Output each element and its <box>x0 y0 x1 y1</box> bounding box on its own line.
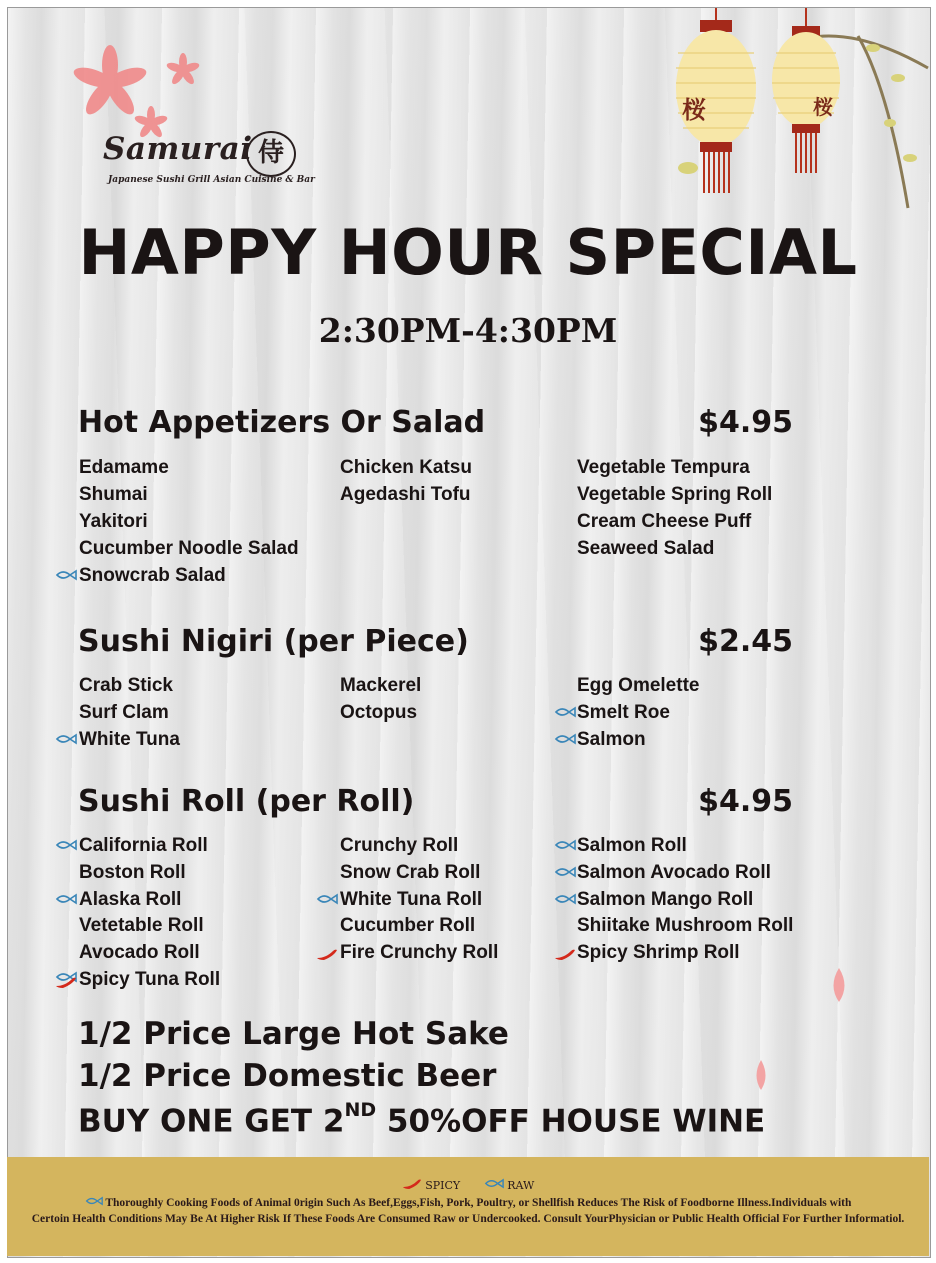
page-title: HAPPY HOUR SPECIAL <box>78 216 858 289</box>
menu-item: Cream Cheese Puff <box>577 511 752 532</box>
menu-item: Shumai <box>79 484 148 505</box>
raw-fish-icon <box>55 839 77 851</box>
raw-fish-icon <box>316 893 338 905</box>
raw-fish-icon <box>554 866 576 878</box>
menu-item: Crab Stick <box>79 675 173 696</box>
menu-item: Spicy Tuna Roll <box>79 969 221 990</box>
section-price-appetizers: $4.95 <box>698 405 793 440</box>
chili-pepper-icon <box>316 948 338 960</box>
menu-item: Salmon Roll <box>577 835 687 856</box>
legend <box>7 1178 929 1192</box>
menu-item: Egg Omelette <box>577 675 700 696</box>
menu-item: Vetetable Roll <box>79 915 204 936</box>
menu-item: Surf Clam <box>79 702 169 723</box>
svg-text:桜: 桜 <box>813 95 833 119</box>
brand-kanji: 侍 <box>246 131 296 177</box>
menu-item: Fire Crunchy Roll <box>340 942 499 963</box>
menu-item: Octopus <box>340 702 418 723</box>
legend-raw-label: RAW <box>507 1179 535 1192</box>
disclaimer-line-1 <box>7 1196 929 1209</box>
menu-item: Boston Roll <box>79 862 186 883</box>
menu-item: Chicken Katsu <box>340 457 472 478</box>
menu-item: Shiitake Mushroom Roll <box>577 915 794 936</box>
happy-hour-time: 2:30PM-4:30PM <box>318 311 618 350</box>
promo-beer: 1/2 Price Domestic Beer <box>78 1058 497 1094</box>
raw-fish-icon <box>484 1178 504 1189</box>
promo-sake: 1/2 Price Large Hot Sake <box>78 1016 509 1052</box>
menu-item: White Tuna Roll <box>340 889 483 910</box>
brand-name: Samurai <box>103 131 253 167</box>
raw-fish-icon <box>554 839 576 851</box>
petal-icon <box>828 968 850 1002</box>
menu-item: Vegetable Spring Roll <box>577 484 773 505</box>
legend-raw <box>484 1178 535 1192</box>
legend-spicy <box>402 1178 460 1192</box>
raw-fish-icon <box>85 1196 103 1206</box>
promo-wine-ordinal: ND <box>344 1099 377 1121</box>
promo-wine-part2: 50%OFF HOUSE WINE <box>376 1103 766 1140</box>
chili-pepper-icon <box>55 976 77 988</box>
menu-item: Snowcrab Salad <box>79 565 226 586</box>
section-title-rolls: Sushi Roll (per Roll) <box>78 784 415 819</box>
svg-text:桜: 桜 <box>682 96 706 124</box>
section-price-rolls: $4.95 <box>698 784 793 819</box>
footer-band <box>7 1157 929 1256</box>
chili-pepper-icon <box>402 1178 422 1189</box>
menu-item: White Tuna <box>79 729 180 750</box>
legend-spicy-label: SPICY <box>425 1179 461 1192</box>
raw-fish-icon <box>554 893 576 905</box>
cherry-blossom-icon <box>63 43 213 143</box>
section-title-nigiri: Sushi Nigiri (per Piece) <box>78 624 469 659</box>
disclaimer-line-2: Certoin Health Conditions May Be At Higher Risk If These Foods Are Consumed Raw or Undercooked. Consult YourPhysician or Public Health Official For Further Informatiol. <box>31 1213 905 1225</box>
menu-item: Agedashi Tofu <box>340 484 471 505</box>
promo-wine-part1: BUY ONE GET 2 <box>78 1103 345 1140</box>
menu-item: Cucumber Roll <box>340 915 476 936</box>
raw-fish-icon <box>554 706 576 718</box>
section-title-appetizers: Hot Appetizers Or Salad <box>78 405 486 440</box>
menu-item: Salmon Mango Roll <box>577 889 754 910</box>
menu-item: California Roll <box>79 835 208 856</box>
menu-item: Cucumber Noodle Salad <box>79 538 299 559</box>
raw-fish-icon <box>55 893 77 905</box>
menu-item: Salmon <box>577 729 646 750</box>
lantern-icon <box>658 8 931 238</box>
menu-item: Avocado Roll <box>79 942 200 963</box>
menu-item: Seaweed Salad <box>577 538 715 559</box>
menu-item: Smelt Roe <box>577 702 670 723</box>
raw-fish-icon <box>554 733 576 745</box>
menu-item: Alaska Roll <box>79 889 182 910</box>
menu-item: Spicy Shrimp Roll <box>577 942 740 963</box>
disclaimer-text-1: Thoroughly Cooking Foods of Animal 0rigin Such As Beef,Eggs,Fish, Pork, Poultry, or Shellfish Reduces The Risk of Foodborne Illness.Individuals with <box>105 1197 852 1209</box>
menu-item: Crunchy Roll <box>340 835 459 856</box>
section-price-nigiri: $2.45 <box>698 624 793 659</box>
brand-tagline: Japanese Sushi Grill Asian Cuisine & Bar <box>108 175 315 185</box>
menu-item: Snow Crab Roll <box>340 862 481 883</box>
menu-item: Vegetable Tempura <box>577 457 750 478</box>
raw-fish-icon <box>55 733 77 745</box>
petal-icon <box>752 1060 770 1090</box>
menu-item: Yakitori <box>79 511 148 532</box>
raw-fish-icon <box>55 569 77 581</box>
chili-pepper-icon <box>554 948 576 960</box>
menu-item: Edamame <box>79 457 169 478</box>
menu-item: Salmon Avocado Roll <box>577 862 771 883</box>
menu-item: Mackerel <box>340 675 422 696</box>
promo-wine <box>78 1099 766 1140</box>
